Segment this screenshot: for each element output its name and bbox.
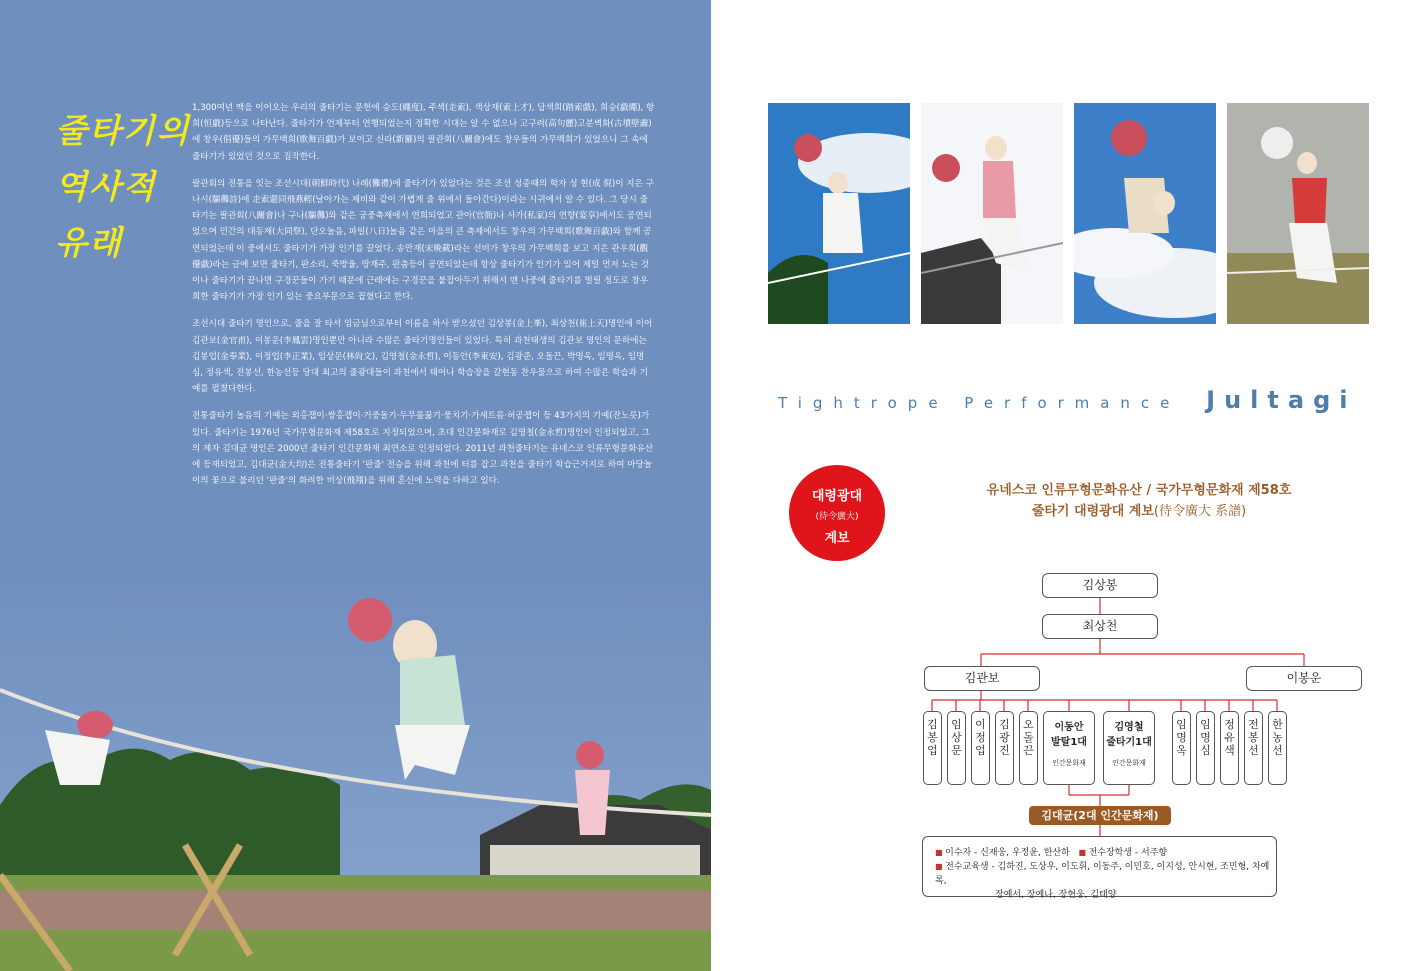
lineage-node: 김상봉 xyxy=(1042,573,1158,598)
students-text: 전수장학생 - 서주향 xyxy=(1088,848,1168,858)
lineage-node: 김관보 xyxy=(924,666,1040,691)
lineage-node: 최상천 xyxy=(1042,614,1158,639)
bullet-icon: ■ xyxy=(935,848,946,857)
lineage-connectors xyxy=(711,0,1421,971)
master-title: 줄타기1대 xyxy=(1106,737,1152,748)
master-designation: 인간문화재 xyxy=(1112,759,1146,767)
history-text xyxy=(192,100,655,500)
badge-line: 계보 xyxy=(824,531,850,546)
master-node xyxy=(1043,711,1095,785)
title-line: 줄타기의 xyxy=(55,111,191,150)
section-title xyxy=(55,103,191,271)
badge-line: (待令廣大) xyxy=(815,512,859,522)
master-designation: 인간문화재 xyxy=(1052,759,1086,767)
students-row: 장예서, 장예나, 장현웅, 김태양 xyxy=(995,890,1117,900)
title-line: 유래 xyxy=(55,223,123,262)
students-row xyxy=(935,860,1276,888)
disciple-node: 임 상 문 xyxy=(947,711,966,785)
disciple-node: 오 돌 끈 xyxy=(1019,711,1038,785)
students-row xyxy=(935,846,1276,860)
heading-hanja: (待令廣大 系譜) xyxy=(1153,504,1247,519)
master-name: 김영철 xyxy=(1114,722,1144,733)
students-box xyxy=(922,836,1277,900)
subtitle-text: Tightrope Performance xyxy=(778,394,1181,412)
students-text: 이수자 - 신재웅, 우정윤, 한산하 xyxy=(945,848,1070,858)
lineage-node: 이봉운 xyxy=(1246,666,1362,691)
heading-line: 유네스코 인류무형문화유산 / 국가무형문화재 제58호 xyxy=(986,483,1292,498)
master-name: 이동안 xyxy=(1054,722,1084,733)
disciple-node: 전 봉 선 xyxy=(1244,711,1263,785)
heading-main: 줄타기 대령광대 계보 xyxy=(1031,504,1154,519)
title-line: 역사적 xyxy=(55,167,157,206)
paragraph: 팔관회의 전통을 잇는 조선시대(朝鮮時代) 나례(儺禮)에 줄타기가 있었다는 것은 조선 성종때의 학자 성 현(成 俔)이 지은 구나시(驅儺詩)에 走索還同飛燕輕(날아가는 제비와 같이 가볍게 줄 위에서 돌아간다)이라는 시귀에서 알 수 있다. 그 당시 줄타기는 팔관회(八關會)나 구나(驅儺)와 같은 궁중축제에서 연희되었고 관아(官衙)나 사가(私家)의 연향(宴享)에서도 공연되었으며 민간의 대동제(大同祭), 단오놀음, 파일(八日)놀음 같은 마을의 큰 축제에서도 창우의 가무백희(歌舞百戱)와 함께 공연되었는데 이 중에서도 줄타기가 가장 인기를 끌었다. 송만재(宋晩載)라는 선비가 창우의 가무백희를 보고 지은 관우희(觀優戱)라는 글에 보면 줄타기, 판소리, 죽방울, 땅재주, 판춤등이 공연되었는데 항상 줄타기가 인기가 있어 제일 먼저 노는 것이나 줄타기가 끝나면 구경꾼들이 가기 때문에 근래에는 구경꾼을 붙잡아두기 위해서 맨 나중에 줄타기를 벌릴 정도로 창우희한 줄타기가 가장 인기 있는 중요부문으로 꼽혔다고 한다. xyxy=(192,178,654,303)
right-page xyxy=(711,0,1421,971)
students-text: 전수교육생 - 김하진, 도상우, 이도휘, 이동주, 이민호, 이지성, 안시현, 조민형, 차예록, xyxy=(935,862,1270,886)
master-node xyxy=(1103,711,1155,785)
disciple-node: 임 명 옥 xyxy=(1172,711,1191,785)
current-master-node: 김대균(2대 인간문화재) xyxy=(1029,806,1171,825)
tightrope-performance-photo xyxy=(0,575,711,971)
disciple-node: 정 유 색 xyxy=(1220,711,1239,785)
paragraph: 조선시대 줄타기 명인으로, 줄을 잘 타서 임금님으로부터 이름을 하사 받으셨던 김상봉(金上峯), 최상천(崔上天)명인에 이어 김관보(金官甫), 이봉운(李鳳雲)명인뿐만 아니라 수많은 줄타기명인들이 있었다. 특히 과천태생의 김관보 명인의 문하에는 김봉업(金奉業), 이정업(李正業), 임상문(林尙文), 김영철(金永哲), 이동안(李東安), 김광준, 오돌끈, 박명옥, 임명옥, 임명심, 정유색, 전봉선, 한농선등 당대 최고의 줄광대들이 과천에서 태어나 학습장을 갈현동 찬우물으로 하여 수많은 학습과 기예를 펼쳤다한다. xyxy=(192,319,653,395)
master-title: 발탈1대 xyxy=(1051,737,1087,748)
disciple-node: 이 정 업 xyxy=(971,711,990,785)
disciple-node: 임 명 심 xyxy=(1196,711,1215,785)
disciple-node: 김 봉 업 xyxy=(923,711,942,785)
badge-line: 대령광대 xyxy=(811,489,863,504)
disciple-node: 김 광 진 xyxy=(995,711,1014,785)
paragraph: 1,300여년 맥을 이어오는 우리의 줄타기는 문헌에 승도(繩度), 주색(走索), 색상재(索上才), 답색희(踏索戱), 희승(戱繩), 항희(恒戱)등으로 나타난다. 줄타기가 언제부터 연행되었는지 정확한 시대는 알 수 없으나 고구려(高句麗)고분벽화(古墳壁畵)에 창우(倡優)들의 가무백희(歌舞百戱)가 보이고 신라(新羅)의 팔관회(八關會)에도 창우들의 가무백희가 있었으니 그 속에 줄타기가 있었던 것으로 짐작한다. xyxy=(192,103,655,162)
paragraph: 전통줄타기 놀음의 기예는 외홍잽이·쌍홍잽이·거중돌기·두무릎꿇기·풍치기·가새트름·허공잽이 등 43가지의 기예(잔노릇)가 있다. 줄타기는 1976년 국가무형문화재 제58호로 지정되었으며, 초대 인간문화재로 김영철(金永哲)명인이 인정되었고, 그의 제자 김대균 명인은 2000년 줄타기 인간문화재 최연소로 인정되었다. 2011년 과천줄타기는 유네스코 인류무형문화유산에 등재되었고, 김대균(金大均)은 전통줄타기 '판줄' 전승을 위해 과천에 터를 잡고 과천을 줄타기 학습근거지로 하여 마당놀이의 꽃으로 불리던 '판줄'의 화려한 비상(飛翔)을 위해 혼신에 노력을 다하고 있다. xyxy=(192,411,654,487)
subtitle-emphasis: Jultagi xyxy=(1206,386,1357,414)
bullet-icon: ■ xyxy=(1078,848,1089,857)
disciple-node: 한 농 선 xyxy=(1268,711,1287,785)
bullet-icon: ■ xyxy=(935,862,946,871)
